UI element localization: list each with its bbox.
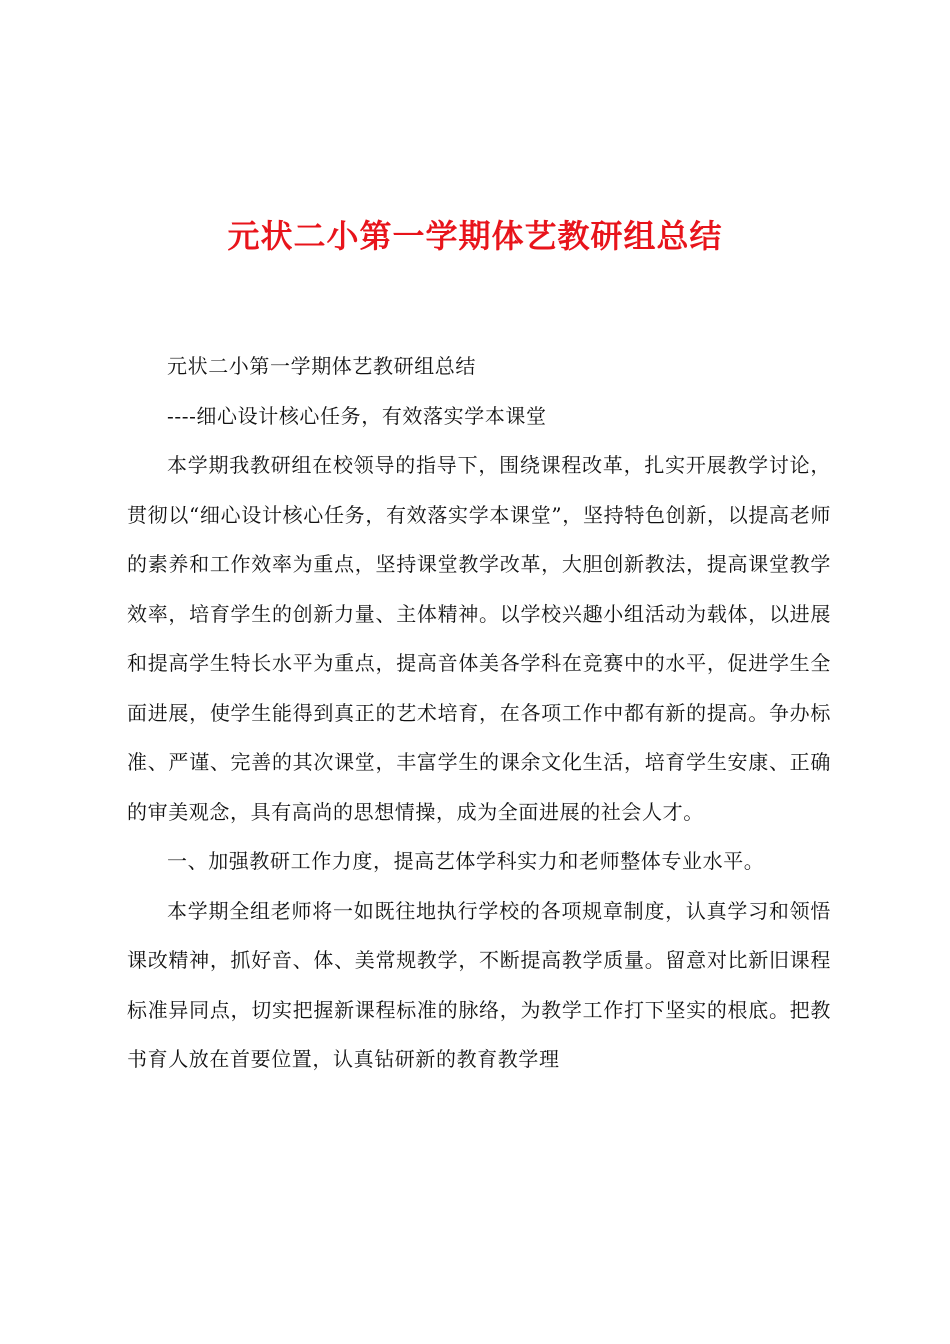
paragraph-motto: ----细心设计核心任务，有效落实学本课堂 (167, 403, 547, 428)
paragraph-section-body: 本学期全组老师将一如既往地执行学校的各项规章制度，认真学习和领悟课改精神，抓好音、体、美常规教学，不断提高教学质量。留意对比新旧课程标准异同点，切实把握新课程标准的脉络，为教学工作打下坚实的根底。把教书育人放在首要位置，认真钻研新的教育教学理 (127, 898, 831, 1071)
document-body (127, 342, 831, 1085)
paragraph-subtitle: 元状二小第一学期体艺教研组总结 (167, 354, 476, 378)
paragraph-section-heading: 一、加强教研工作力度，提高艺体学科实力和老师整体专业水平。 (167, 849, 765, 873)
paragraph-intro: 本学期我教研组在校领导的指导下，围绕课程改革，扎实开展教学讨论，贯彻以“细心设计核心任务，有效落实学本课堂”，坚持特色创新，以提高老师的素养和工作效率为重点，坚持课堂教学改革，大胆创新教法，提高课堂教学效率，培育学生的创新力量、主体精神。以学校兴趣小组活动为载体，以进展和提高学生特长水平为重点，提高音体美各学科在竞赛中的水平，促进学生全面进展，使学生能得到真正的艺术培育，在各项工作中都有新的提高。争办标准、严谨、完善的其次课堂，丰富学生的课余文化生活，培育学生安康、正确的审美观念，具有高尚的思想情操，成为全面进展的社会人才。 (127, 453, 831, 824)
document-title: 元状二小第一学期体艺教研组总结 (227, 217, 723, 255)
